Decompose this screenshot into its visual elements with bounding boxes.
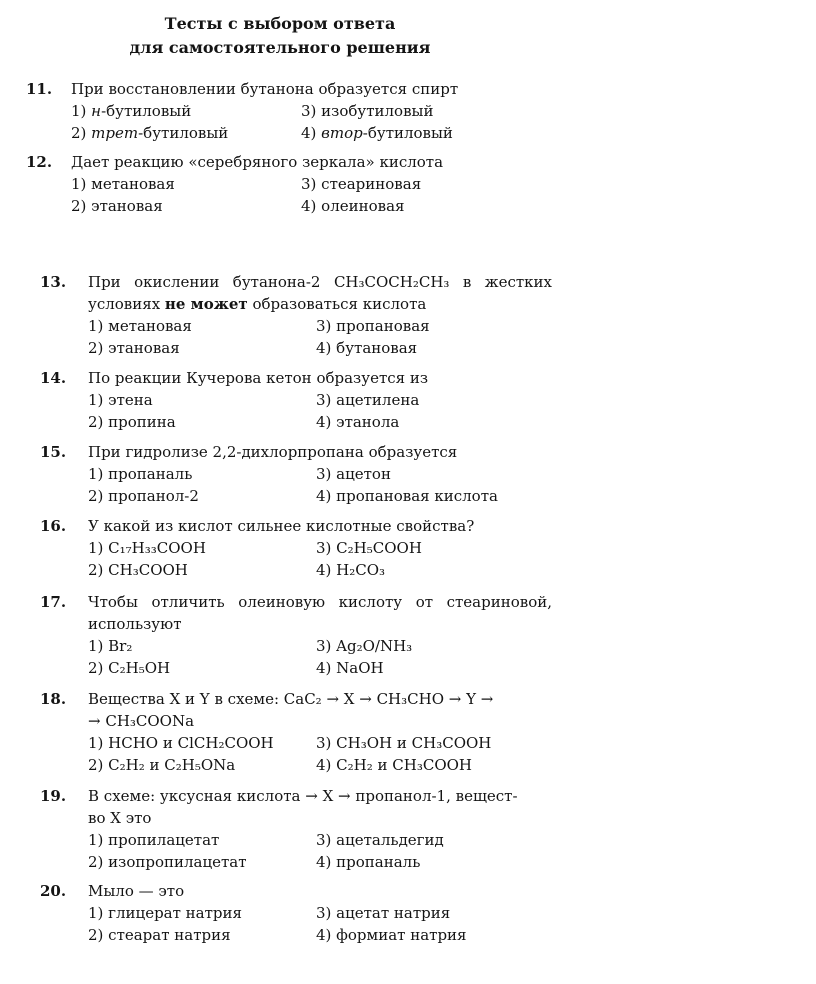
question-number: 17. [40,593,67,611]
question-12 [26,151,476,217]
option-2: 2) этановая [71,197,163,215]
question-number: 12. [26,153,53,171]
option-3: 3) Ag₂O/NH₃ [316,637,413,655]
option-3: 3) стеариновая [301,175,422,193]
option-4: 4) формиат натрия [316,926,467,944]
option-4: 4) пропановая кислота [316,487,498,505]
page-subtitle: для самостоятельного решения [129,38,431,57]
option-1: 1) глицерат натрия [88,904,242,922]
question-number: 18. [40,690,67,708]
question-text: В схеме: уксусная кислота → X → пропанол-1, вещест- во X это [88,787,518,827]
option-2: 2) трет-бутиловый [71,124,229,142]
question-13 [40,271,552,359]
option-3: 3) CH₃OH и CH₃COOH [316,734,492,752]
question-17 [40,591,552,679]
option-3: 3) C₂H₅COOH [316,539,422,557]
option-1: 1) пропаналь [88,465,193,483]
question-number: 14. [40,369,67,387]
option-2: 2) пропанол-2 [88,487,199,505]
option-1: 1) HCHO и ClCH₂COOH [88,734,274,752]
question-text: У какой из кислот сильнее кислотные свойства? [88,517,475,535]
question-number: 13. [40,273,67,291]
option-3: 3) ацетат натрия [316,904,451,922]
option-1: 1) метановая [71,175,175,193]
question-text: При окислении бутанона-2 CH₃COCH₂CH₃ в жестких условиях не может образоваться кислота [88,273,552,313]
option-1: 1) н-бутиловый [71,102,192,120]
option-3: 3) ацетон [316,465,391,483]
option-2: 2) стеарат натрия [88,926,231,944]
question-19 [40,785,552,873]
option-3: 3) изобутиловый [301,102,434,120]
question-number: 19. [40,787,67,805]
option-4: 4) C₂H₂ и CH₃COOH [316,756,473,774]
question-11 [26,78,476,144]
option-4: 4) H₂CO₃ [316,561,386,579]
question-text: При гидролизе 2,2-дихлорпропана образуется [88,443,458,461]
option-4: 4) бутановая [316,339,418,357]
option-3: 3) ацетилена [316,391,420,409]
question-20 [40,880,552,946]
question-number: 20. [40,882,67,900]
option-4: 4) этанола [316,413,400,431]
option-4: 4) втор-бутиловый [301,124,453,142]
option-2: 2) C₂H₂ и C₂H₅ONa [88,756,236,774]
question-text: Мыло — это [88,882,185,900]
question-number: 11. [26,80,53,98]
option-1: 1) Br₂ [88,637,133,655]
question-number: 16. [40,517,67,535]
option-1: 1) пропилацетат [88,831,220,849]
option-1: 1) метановая [88,317,192,335]
option-2: 2) этановая [88,339,180,357]
option-2: 2) CH₃COOH [88,561,188,579]
option-1: 1) C₁₇H₃₃COOH [88,539,206,557]
option-2: 2) пропина [88,413,176,431]
question-14 [40,367,552,433]
question-16 [40,515,552,581]
option-4: 4) пропаналь [316,853,421,871]
question-text: По реакции Кучерова кетон образуется из [88,369,429,387]
question-15 [40,441,552,507]
question-text: Чтобы отличить олеиновую кислоту от стеариновой, используют [88,593,552,633]
question-number: 15. [40,443,67,461]
option-2: 2) изопропилацетат [88,853,247,871]
option-2: 2) C₂H₅OH [88,659,171,677]
question-text: Дает реакцию «серебряного зеркала» кислота [71,153,444,171]
option-3: 3) ацетальдегид [316,831,444,849]
page-title: Тесты с выбором ответа [164,14,396,33]
option-4: 4) NaOH [316,659,384,677]
question-text: При восстановлении бутанона образуется спирт [71,80,459,98]
question-18 [40,688,552,776]
option-1: 1) этена [88,391,153,409]
option-3: 3) пропановая [316,317,430,335]
question-text: Вещества X и Y в схеме: CaC₂ → X → CH₃CHO → Y → → CH₃COONa [88,690,494,730]
option-4: 4) олеиновая [301,197,405,215]
